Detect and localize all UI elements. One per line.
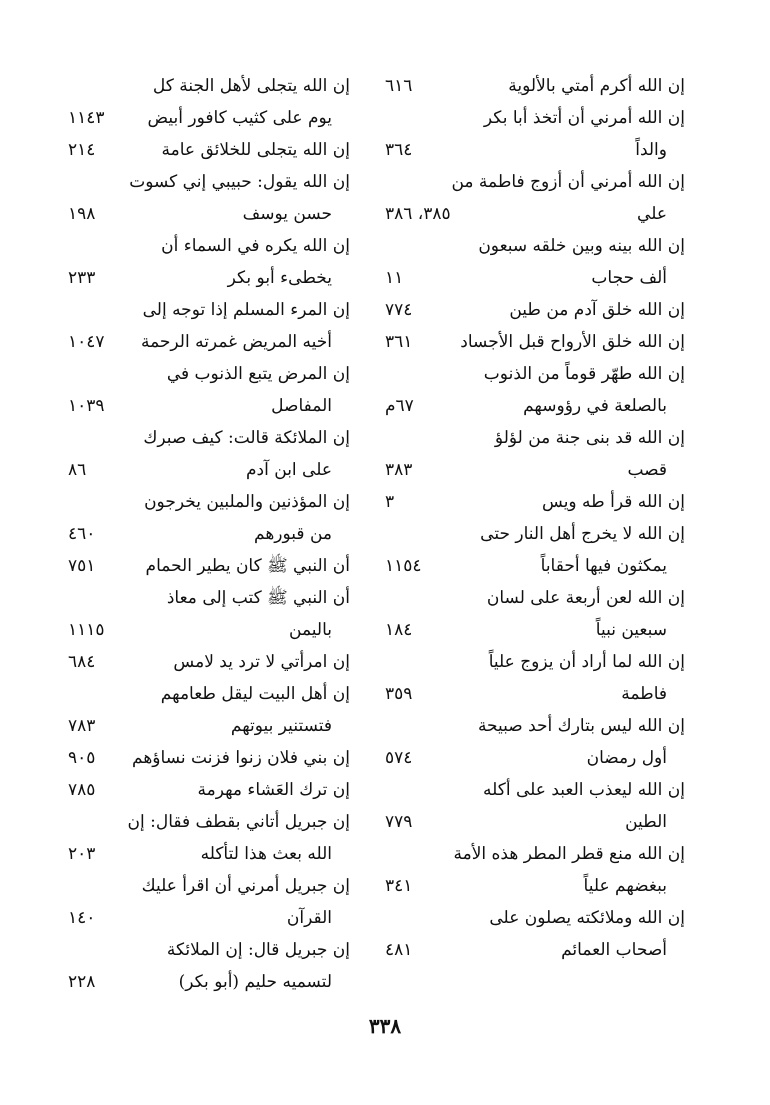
entry-text: إن الله منع قطر المطر هذه الأمة — [453, 844, 685, 864]
entry-text: ألف حجاب — [591, 268, 667, 288]
entry-text: سبعين نبياً — [595, 620, 667, 640]
entry-text: باليمن — [289, 620, 332, 640]
entry-text: إن الله لعن أربعة على لسان — [486, 588, 685, 608]
entry-page-ref: ٣٦٤ — [385, 140, 413, 160]
index-entry-line — [68, 742, 350, 774]
entry-page-ref: ١٤٠ — [68, 908, 96, 928]
page-number: ٣٣٨ — [368, 1014, 402, 1038]
entry-text: إن الله لا يخرج أهل النار حتى — [480, 524, 685, 544]
index-entry-line — [385, 102, 685, 134]
entry-page-ref: ١٩٨ — [68, 204, 96, 224]
index-entry-line — [385, 806, 685, 838]
index-entry-line — [385, 838, 685, 870]
index-entry-line — [68, 902, 350, 934]
entry-text: إن الله طهّر قوماً من الذنوب — [483, 364, 685, 384]
index-entry-line — [385, 70, 685, 102]
index-column-right — [385, 70, 685, 966]
entry-page-ref: ٨٦ — [68, 460, 87, 480]
entry-page-ref: ٦٧م — [385, 396, 414, 416]
entry-text: إن الله يكره في السماء أن — [161, 236, 350, 256]
entry-page-ref: ٦١٦ — [385, 76, 413, 96]
entry-page-ref: ٤٦٠ — [68, 524, 96, 544]
entry-text: إن المؤذنين والملبين يخرجون — [144, 492, 350, 512]
index-entry-line — [385, 390, 685, 422]
index-entry-line — [68, 806, 350, 838]
entry-text: إن الله ليعذب العبد على أكله — [483, 780, 685, 800]
index-entry-line — [68, 294, 350, 326]
entry-text: إن الله يتجلى للخلائق عامة — [161, 140, 350, 160]
entry-page-ref: ٧٧٤ — [385, 300, 413, 320]
index-entry-line — [68, 710, 350, 742]
entry-page-ref: ١١١٥ — [68, 620, 105, 640]
entry-text: ببغضهم علياً — [583, 876, 667, 896]
entry-text: إن الله قرأ طه ويس — [542, 492, 685, 512]
index-entry-line — [385, 870, 685, 902]
entry-text: إن جبريل أمرني أن اقرأ عليك — [141, 876, 350, 896]
entry-text: يخطىء أبو بكر — [227, 268, 332, 288]
index-entry-line — [68, 262, 350, 294]
entry-text: فتستنير بيوتهم — [230, 716, 332, 736]
entry-page-ref: ٥٧٤ — [385, 748, 413, 768]
entry-text: الله بعث هذا لتأكله — [200, 844, 332, 864]
entry-text: إن الله أكرم أمتي بالألوية — [508, 76, 685, 96]
entry-text: إن الله أمرني أن أزوج فاطمة من — [451, 172, 685, 192]
entry-page-ref: ٧٥١ — [68, 556, 96, 576]
index-entry-line — [385, 774, 685, 806]
entry-text: إن الله لما أراد أن يزوج علياً — [488, 652, 685, 672]
entry-text: إن الله ليس بتارك أحد صبيحة — [477, 716, 685, 736]
entry-text: إن بني فلان زنوا فزنت نساؤهم — [132, 748, 350, 768]
entry-text: أول رمضان — [586, 748, 667, 768]
index-entry-line — [385, 582, 685, 614]
entry-text: إن الله يقول: حبيبي إني كسوت — [129, 172, 350, 192]
entry-page-ref: ٣٦١ — [385, 332, 413, 352]
entry-text: إن الله يتجلى لأهل الجنة كل — [152, 76, 350, 96]
entry-text: لتسميه حليم (أبو بكر) — [178, 972, 332, 992]
entry-text: أن النبي ﷺ كتب إلى معاذ — [166, 588, 350, 608]
entry-page-ref: ٣ — [385, 492, 395, 512]
entry-text: حسن يوسف — [242, 204, 332, 224]
entry-page-ref: ٢١٤ — [68, 140, 96, 160]
entry-page-ref: ٩٠٥ — [68, 748, 96, 768]
index-column-left — [68, 70, 350, 998]
index-entry-line — [68, 550, 350, 582]
entry-text: يمكثون فيها أحقاباً — [540, 556, 667, 576]
entry-page-ref: ٣٤١ — [385, 876, 413, 896]
entry-text: علي — [637, 204, 667, 224]
entry-page-ref: ١٠٤٧ — [68, 332, 105, 352]
index-entry-line — [385, 678, 685, 710]
index-entry-line — [385, 518, 685, 550]
entry-page-ref: ٤٨١ — [385, 940, 413, 960]
index-entry-line — [68, 358, 350, 390]
entry-text: المفاصل — [271, 396, 332, 416]
index-entry-line — [68, 70, 350, 102]
entry-text: إن الله وملائكته يصلون على — [489, 908, 685, 928]
entry-text: أخيه المريض غمرته الرحمة — [140, 332, 332, 352]
index-entry-line — [68, 966, 350, 998]
entry-page-ref: ٧٨٥ — [68, 780, 96, 800]
entry-page-ref: ٣٨٥، ٣٨٦ — [385, 204, 451, 224]
entry-text: من قبورهم — [254, 524, 332, 544]
entry-text: إن المرء المسلم إذا توجه إلى — [142, 300, 350, 320]
entry-text: يوم على كثيب كافور أبيض — [147, 108, 332, 128]
entry-text: إن الله خلق الأرواح قبل الأجساد — [460, 332, 685, 352]
entry-page-ref: ١٠٣٩ — [68, 396, 105, 416]
index-entry-line — [68, 934, 350, 966]
entry-page-ref: ٧٧٩ — [385, 812, 413, 832]
entry-text: إن الله قد بنى جنة من لؤلؤ — [494, 428, 685, 448]
index-entry-line — [385, 550, 685, 582]
entry-page-ref: ٣٥٩ — [385, 684, 413, 704]
index-entry-line — [385, 294, 685, 326]
entry-text: فاطمة — [621, 684, 667, 704]
index-entry-line — [68, 230, 350, 262]
entry-page-ref: ٣٨٣ — [385, 460, 413, 480]
index-entry-line — [385, 262, 685, 294]
entry-text: قصب — [627, 460, 667, 480]
index-entry-line — [68, 646, 350, 678]
entry-text: إن الملائكة قالت: كيف صبرك — [143, 428, 350, 448]
index-entry-line — [68, 838, 350, 870]
entry-page-ref: ١١٥٤ — [385, 556, 422, 576]
index-entry-line — [68, 518, 350, 550]
index-entry-line — [68, 422, 350, 454]
entry-text: إن جبريل أتاني بقطف فقال: إن — [127, 812, 350, 832]
index-entry-line — [385, 934, 685, 966]
entry-page-ref: ١١ — [385, 268, 404, 288]
entry-text: إن المرض يتبع الذنوب في — [166, 364, 350, 384]
index-entry-line — [385, 742, 685, 774]
entry-text: إن الله خلق آدم من طين — [509, 300, 685, 320]
index-entry-line — [68, 102, 350, 134]
entry-page-ref: ٢٠٣ — [68, 844, 96, 864]
index-entry-line — [68, 390, 350, 422]
entry-text: الطين — [625, 812, 667, 832]
index-entry-line — [68, 870, 350, 902]
index-entry-line — [68, 678, 350, 710]
index-entry-line — [68, 134, 350, 166]
index-entry-line — [385, 710, 685, 742]
entry-page-ref: ٢٢٨ — [68, 972, 96, 992]
index-entry-line — [385, 486, 685, 518]
entry-page-ref: ٧٨٣ — [68, 716, 96, 736]
index-entry-line — [68, 198, 350, 230]
index-entry-line — [68, 454, 350, 486]
entry-text: إن ترك العَشاء مهرمة — [197, 780, 350, 800]
index-entry-line — [385, 326, 685, 358]
index-entry-line — [385, 358, 685, 390]
index-entry-line — [385, 230, 685, 262]
entry-text: إن أهل البيت ليقل طعامهم — [160, 684, 350, 704]
entry-text: بالصلعة في رؤوسهم — [523, 396, 667, 416]
index-entry-line — [68, 614, 350, 646]
index-entry-line — [68, 326, 350, 358]
index-entry-line — [68, 774, 350, 806]
index-entry-line — [385, 614, 685, 646]
entry-text: أصحاب العمائم — [561, 940, 667, 960]
index-entry-line — [385, 454, 685, 486]
index-entry-line — [385, 166, 685, 198]
entry-page-ref: ١١٤٣ — [68, 108, 105, 128]
entry-text: إن الله أمرني أن أتخذ أبا بكر — [483, 108, 685, 128]
entry-text: والداً — [635, 140, 667, 160]
index-entry-line — [385, 902, 685, 934]
index-entry-line — [385, 134, 685, 166]
index-entry-line — [385, 198, 685, 230]
index-entry-line — [385, 422, 685, 454]
entry-text: إن امرأتي لا ترد يد لامس — [173, 652, 350, 672]
entry-text: القرآن — [286, 908, 332, 928]
index-entry-line — [68, 166, 350, 198]
entry-text: أن النبي ﷺ كان يطير الحمام — [145, 556, 350, 576]
entry-text: على ابن آدم — [246, 460, 332, 480]
index-entry-line — [68, 486, 350, 518]
entry-page-ref: ٦٨٤ — [68, 652, 96, 672]
entry-page-ref: ١٨٤ — [385, 620, 413, 640]
index-entry-line — [68, 582, 350, 614]
index-entry-line — [385, 646, 685, 678]
entry-text: إن جبريل قال: إن الملائكة — [166, 940, 350, 960]
entry-page-ref: ٢٣٣ — [68, 268, 96, 288]
entry-text: إن الله بينه وبين خلقه سبعون — [478, 236, 685, 256]
